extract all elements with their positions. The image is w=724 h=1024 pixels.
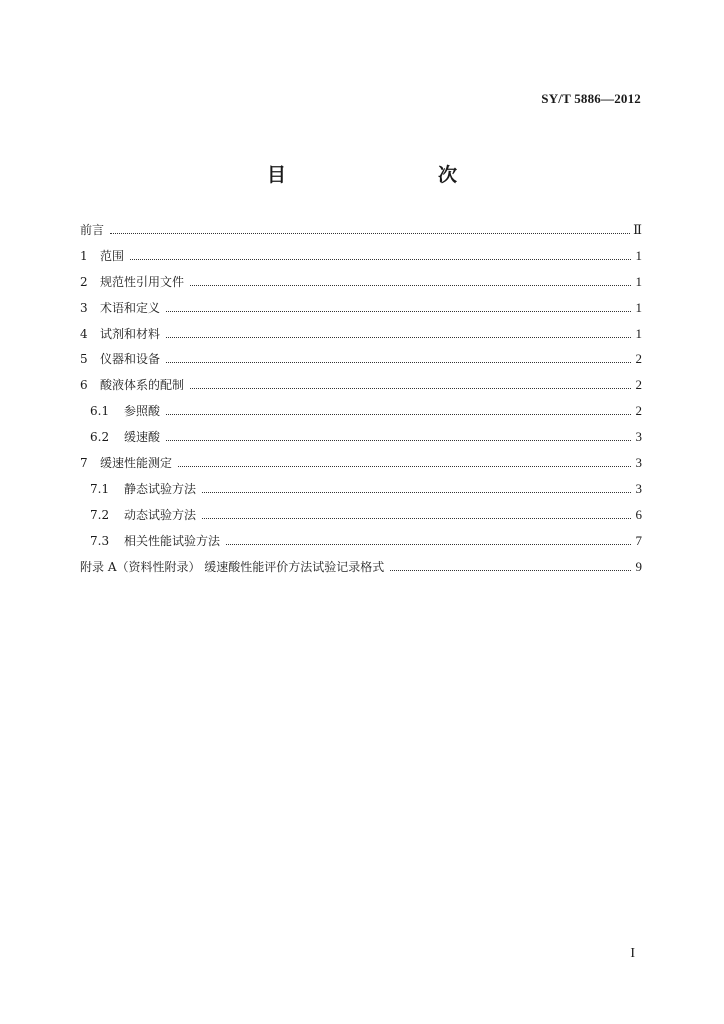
toc-leader-dots (166, 362, 631, 363)
toc-entry-label: 仪器和设备 (100, 352, 161, 367)
toc-leader-dots (190, 388, 631, 389)
toc-leader-dots (226, 544, 631, 545)
toc-entry[interactable] (80, 274, 642, 300)
page-title: 目 次 (266, 164, 495, 186)
toc-entry-page: 7 (635, 532, 642, 548)
toc-entry[interactable] (80, 455, 642, 481)
toc-entry[interactable] (80, 403, 642, 429)
toc-entry-label: 范围 (100, 248, 125, 263)
toc-entry[interactable] (80, 377, 642, 403)
toc-entry-number: 7.1 (90, 481, 110, 496)
toc-entry-number: 5 (80, 352, 88, 367)
toc-entry-page: Ⅱ (633, 222, 642, 237)
toc-entry-number: 3 (80, 300, 88, 315)
toc-leader-dots (130, 259, 631, 260)
toc-entry[interactable] (80, 533, 642, 559)
toc-entry-page: 6 (635, 506, 642, 522)
toc-entry-page: 1 (635, 247, 642, 263)
toc-entry-label: 静态试验方法 (124, 481, 197, 496)
toc-entry[interactable] (80, 507, 642, 533)
toc-entry-number: 7 (80, 456, 88, 471)
toc-entry-label: 酸液体系的配制 (100, 378, 185, 393)
toc-entry[interactable] (80, 326, 642, 352)
toc-entry[interactable] (80, 559, 642, 585)
toc-entry-page: 2 (635, 351, 642, 367)
toc-entry[interactable] (80, 300, 642, 326)
toc-entry-number: 2 (80, 274, 88, 289)
toc-entry-page: 9 (635, 558, 642, 574)
toc-leader-dots (110, 233, 630, 234)
toc-entry-number: 6.1 (90, 404, 110, 419)
toc-entry-number: 7.3 (90, 533, 110, 548)
toc-entry-label: 相关性能试验方法 (124, 533, 221, 548)
toc-leader-dots (166, 337, 631, 338)
toc-leader-dots (166, 311, 631, 312)
toc-leader-dots (166, 414, 631, 415)
toc-entry-label: 缓速性能测定 (100, 456, 173, 471)
toc-leader-dots (390, 570, 631, 571)
toc-entry-label: 附录 A（资料性附录） 缓速酸性能评价方法试验记录格式 (80, 559, 385, 574)
toc-entry-label: 参照酸 (124, 404, 161, 419)
toc-entry-label: 前言 (80, 223, 105, 237)
toc-entry[interactable] (80, 429, 642, 455)
table-of-contents (80, 222, 642, 584)
toc-leader-dots (178, 466, 631, 467)
toc-entry-number: 7.2 (90, 507, 110, 522)
standard-code: SY/T 5886—2012 (541, 91, 641, 106)
toc-entry-label: 规范性引用文件 (100, 274, 185, 289)
toc-entry-label: 动态试验方法 (124, 507, 197, 522)
toc-entry-label: 试剂和材料 (100, 326, 161, 341)
toc-entry[interactable] (80, 481, 642, 507)
toc-entry-page: 2 (635, 403, 642, 419)
toc-entry-label: 术语和定义 (100, 300, 161, 315)
toc-entry-page: 3 (635, 480, 642, 496)
toc-leader-dots (202, 492, 631, 493)
toc-entry-page: 3 (635, 455, 642, 471)
toc-entry-label: 缓速酸 (124, 430, 161, 445)
toc-entry-number: 4 (80, 326, 88, 341)
toc-entry-page: 2 (635, 377, 642, 393)
toc-entry-page: 1 (635, 299, 642, 315)
toc-entry[interactable] (80, 351, 642, 377)
toc-entry-number: 6 (80, 378, 88, 393)
page-number: I (630, 946, 635, 961)
toc-entry-number: 6.2 (90, 430, 110, 445)
toc-entry[interactable] (80, 222, 642, 248)
toc-entry-page: 1 (635, 273, 642, 289)
toc-entry[interactable] (80, 248, 642, 274)
toc-leader-dots (202, 518, 631, 519)
toc-leader-dots (166, 440, 631, 441)
toc-leader-dots (190, 285, 631, 286)
toc-entry-page: 1 (635, 325, 642, 341)
toc-entry-number: 1 (80, 248, 88, 263)
toc-entry-page: 3 (635, 429, 642, 445)
